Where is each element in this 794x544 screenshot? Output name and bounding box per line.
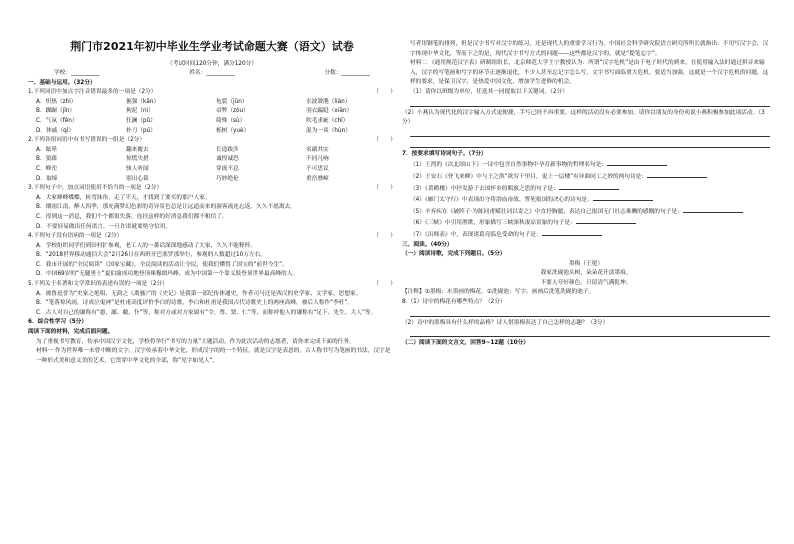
poetry-fill-item: （4）《雁门太守行》中表现出守将浴血奋战、誓死报国的决心的诗句是： xyxy=(402,194,770,206)
option-row: B．踟蹰（jīn） 拘泥（nì） 帚弊（zòu） 羽衣蹁跹（xiān） xyxy=(36,108,353,115)
section-3-heading: 三、阅读。（40分） xyxy=(402,241,453,248)
fill-blank[interactable] xyxy=(593,194,653,201)
answer-line[interactable] xyxy=(410,98,770,107)
section-7-questions xyxy=(402,159,770,240)
option-row: B．狼藉 惊慌失措 诚惶诚恐 不同凡响 xyxy=(36,156,329,163)
question-8b: （2）诗中的墨梅具有什么样的品格？诗人借墨梅表达了自己怎样的志趣？（3分） xyxy=(402,319,609,326)
option-line: B．“笔落惊风雨，诗成泣鬼神”是杜甫高度评价李白的诗歌，李白和杜甫是我国古代诗歌史上的两座高峰，被后人称作“李杜”。 xyxy=(36,300,354,307)
paragraph: 材料一 作为世界唯一未曾中断的文字，汉字传承着中华文化。形成汉字的的一个特征，就是汉字是表意的。古人称书写为笔画的书法，汉字是一种形式美和意义美的艺术，它贯穿中华文化的全部，称“见字如见人”。 xyxy=(36,348,391,364)
reading-2-heading: （二）阅读下面的文言文，回答9~12题（10分） xyxy=(402,340,529,347)
option-row: A．眩晕 翻来覆去 长途跋涉 名副其实 xyxy=(36,146,329,153)
question-5-options xyxy=(28,290,396,319)
option-line: D．中国69岁的“无腿勇士”夏伯渝成功地登顶珠穆朗玛峰，成为中国第一个靠义肢登顶世界最高峰的人。 xyxy=(36,271,299,278)
question-3: 3.下列句子中，加点词语使用不恰当的一项是（2分） （ ） xyxy=(28,185,396,192)
question-5: 5.下列关于名著和文学常识的表述有误的一项是（2分） （ ） xyxy=(28,281,396,288)
page-title: 荆门市2021年初中毕业生学业考试命题大赛（语文）试卷 xyxy=(70,40,354,53)
left-column xyxy=(28,36,396,366)
right-column xyxy=(402,40,770,349)
fill-blank[interactable] xyxy=(683,206,743,213)
poetry-fill-item: （2）王安石《登飞来峰》中与王之涣“欲穷千里目，更上一层楼”有异曲同工之妙的两句诗是： xyxy=(402,171,770,183)
poetry-fill-item: （7）《出师表》中，表现诸葛亮临危受命的句子是： xyxy=(402,229,770,241)
option-line: A．被鲁迅誉为“史家之绝唱，无韵之《离骚》”的《史记》是我第一部纪传体通史，作者司马迁是西汉的史学家、文学家、思想家。 xyxy=(36,290,362,297)
poetry-fill-item: （3）《黄鹤楼》中抒发游子去国怀乡的羁旅之思的句子是： xyxy=(402,183,770,195)
question-2: 2.下列各组词语中有书写错误的一组是（2分） （ ） xyxy=(28,137,396,144)
fill-blank[interactable] xyxy=(559,183,619,190)
paragraph: 写者用钢笔的排列，但是汉字书写对汉字的练习，还是现代人的重要学习行为。中国社会科学研究院语言研究所所长就指出：不用写汉字会，汉字体现中华文化，等而下之的是，现代汉字书写方式的问题——这些都是汉字的，就是“提笔忘字”。 xyxy=(410,41,769,57)
poetry-fill-item: （5）辛弃疾在《破阵子·为陈同甫赋壮词以寄之》中直抒胸臆，表达自己报国无门壮志难酬的感慨的句子是： xyxy=(402,206,770,218)
option-line: B．“2018世界移动通信大会”2月26日在西班牙巴塞罗那举行，参观的人数超过10万左右。 xyxy=(36,252,267,259)
option-row: C．峰峦 骇人听闻 穿流不息 不可思议 xyxy=(36,165,329,172)
name-field[interactable]: 姓名：__________ xyxy=(189,70,235,76)
poem-line-2: 不要人夸好颜色，只留清气满乾坤。 xyxy=(540,279,632,286)
question-4: 4.下列句子没有语病的一项是（2分） （ ） xyxy=(28,233,396,240)
option-line: A．学校组织同学们到田村扩参观，老工人的一番话深深地感动了大家，久久不能释怀。 xyxy=(36,242,257,249)
paragraph: 为了重视书写教育，传承中国汉字文化，学校将举行“书写的力量”主题活动。作为此次活动的志愿者，请你来完成下面的任务。 xyxy=(36,338,355,345)
poem-title: 墨梅（王冕） xyxy=(568,260,604,267)
material-text xyxy=(402,40,770,98)
fill-blank[interactable] xyxy=(576,217,636,224)
poem-line-1: 我家洗砚池头树，朵朵花开淡墨痕。 xyxy=(540,270,632,277)
option-line: C．我市开展的“全民阅读”《国家宝藏》，全民阅读的活动让全民，使我们懂得了国宝的“前世今生”。 xyxy=(36,261,288,268)
paragraph: （1）请你以班级为单位，任选其一同提取以下关键词。（2分） xyxy=(410,88,568,95)
question-4-options xyxy=(28,242,396,280)
score-field[interactable]: 分数：__________ xyxy=(324,70,370,76)
paragraph: 材料二 《通用规范汉字表》研制组组长，北京师范大学王宁教授认为：所谓“汉字危机”是由于电子时代的到来，在使用输入法时通过拼音来输入，汉字的写笔画和写字的环节正逐渐退化，不少人甚至忘记字怎么写，文字书写面临重大危机。要适当加强，这就是一个汉字危机的问题，这样的要求，是保卫汉字，是热爱中国文化，增加学生进修的机会。 xyxy=(410,60,769,86)
option-line: B．烟雨江南，醉人四季，那充满梦幻色彩的奇异景色总是让远道而来的游客流连忘返，久久不愿离去。 xyxy=(36,204,296,211)
option-line: D．不要轻易做出任何诺言，一旦许诺就要恪守信用。 xyxy=(36,223,172,230)
poem-note: 【注释】①墨梅：水墨画的梅花。②洗砚池：写字、画画后洗笔洗砚的池子。 xyxy=(402,289,595,296)
answer-line[interactable] xyxy=(410,128,770,137)
question-2-options xyxy=(28,146,396,184)
subquestion-2: （2）小燕认为现代化的汉字输入方式更便捷，手写已经不再重要，这样的活动没有必要参加。请你以朋友的身份劝说小燕积极参加此项活动。（3分） xyxy=(402,109,765,126)
school-field[interactable]: 学校：__________ xyxy=(54,70,100,76)
option-line: A．大家峰峰蝶蝶，转弯抹角，走了半天，才找到了要买的那户人家。 xyxy=(36,194,211,201)
reading-1-heading: （一）阅读诗歌，完成下列题目。（5分） xyxy=(402,251,506,258)
fill-blank[interactable] xyxy=(607,159,667,166)
option-line: C．古人对自己的谦称有“愚、鄙、敝、仆”等，称对方或对方家属有“令、尊、贤、仁”等，而称呼他人的谦称有“足下、先生、大人”等。 xyxy=(36,309,377,316)
fill-blank[interactable] xyxy=(542,229,602,236)
section-6-instruction: 阅读下面的材料，完成后面问题。 xyxy=(28,329,114,336)
answer-line[interactable] xyxy=(410,308,770,317)
question-3-options xyxy=(28,194,396,232)
fill-blank[interactable] xyxy=(647,171,707,178)
answer-line[interactable] xyxy=(410,139,770,148)
section-7-heading: 7．按要求填写诗词句子。（7分） xyxy=(402,150,487,157)
option-row: D．休戚（qì） 朴刀（pú） 栎树（yuè） 混为一谈（hùn） xyxy=(36,127,351,134)
section-6-heading: 6．综合性学习（5分） xyxy=(28,319,88,326)
section-6-text xyxy=(28,338,396,367)
answer-line[interactable] xyxy=(410,328,770,337)
option-row: C．气氛（fēn） 狂澜（pǔ） 绮殊（sù） 吹毛求疵（chī） xyxy=(36,117,349,124)
poetry-fill-item: （1）王湾的《次北固山下》一诗中包含自然事物中孕育新事物的哲理名句是： xyxy=(402,159,770,171)
exam-subtitle: （考试时间120分钟，满分120分） xyxy=(167,61,257,67)
option-line: C．得到这一消息，我们个个都很失落，连挂这样的好消息我们都不相信了。 xyxy=(36,213,228,220)
question-8: 8.（1）诗中的梅花有哪些特点？（2分） xyxy=(402,299,506,306)
poetry-fill-item: （6）《三峡》中引用渔歌，形象描写三峡深秋凄凉景象的句子是： xyxy=(402,217,770,229)
section-1-heading: 一、基础与运用。（32分） xyxy=(28,79,96,86)
option-row: A．炽热（zhì） 倔强（kān） 龟裂（jūn） 水波潋滟（liàn） xyxy=(36,98,351,105)
question-1: 1.下列词语中加点字注音错误最多的一项是（2分） （ ） xyxy=(28,89,396,96)
option-row: D．取缔 别出心裁 巧妙绝伦 重峦叠嶂 xyxy=(36,175,329,182)
question-1-options xyxy=(28,98,396,136)
student-info xyxy=(28,69,396,79)
